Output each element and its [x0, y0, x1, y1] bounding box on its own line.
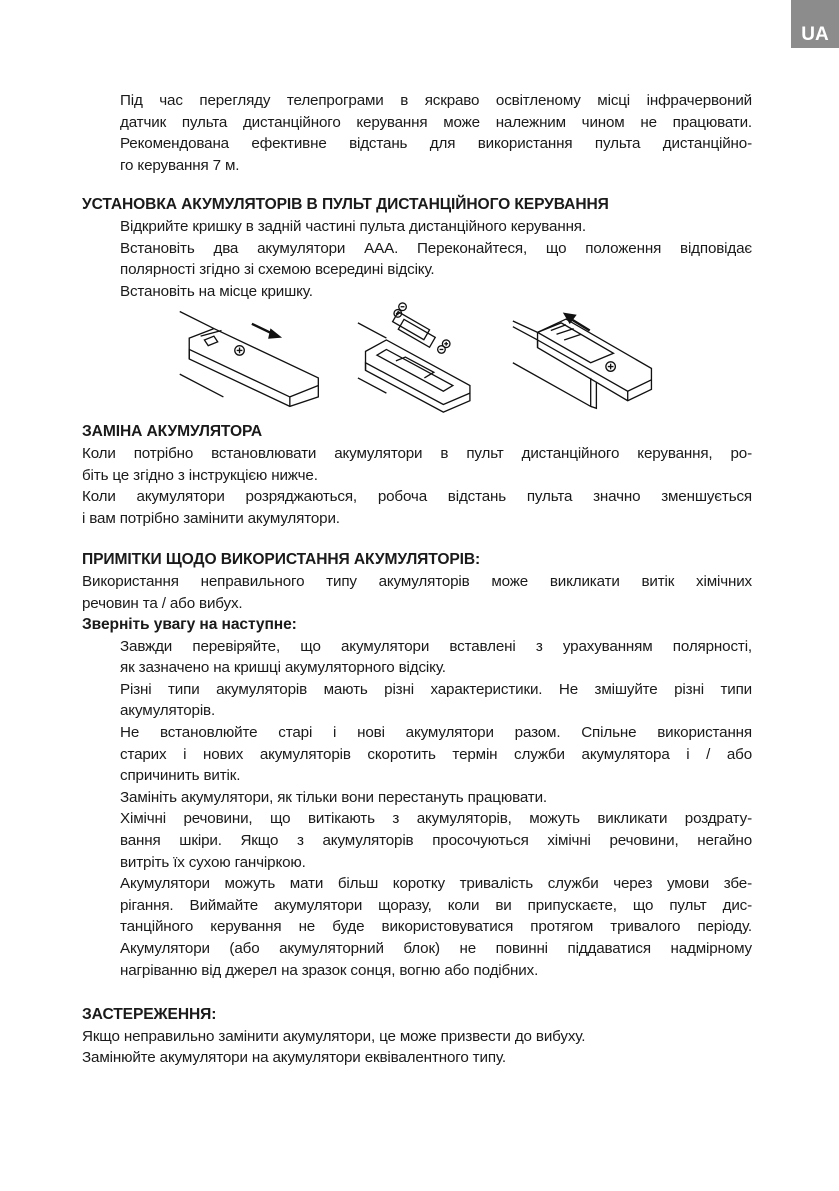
text-line: Замініть акумулятори, як тільки вони перестануть працювати.: [120, 788, 547, 806]
notes-items: [120, 636, 752, 982]
text-line: датчик пульта дистанційного керування може належним чином не працювати.: [120, 113, 752, 131]
remote-cover-removed-illustration: [172, 302, 327, 414]
intro-paragraph: [120, 90, 752, 176]
text-line: Рекомендована ефективне відстань для використання пульта дистанційно-: [120, 135, 752, 153]
install-heading: УСТАНОВКА АКУМУЛЯТОРІВ В ПУЛЬТ ДИСТАНЦІЙНОГО КЕРУВАННЯ: [82, 196, 609, 214]
text-line: старих і нових акумуляторів скоротить термін служби акумулятора і / або: [120, 745, 752, 763]
text-line: Замінюйте акумулятори на акумулятори еквівалентного типу.: [82, 1049, 506, 1067]
text-line: нагріванню від джерел на зразок сонця, вогню або подібних.: [120, 961, 539, 979]
text-line: полярності згідно зі схемою всередині відсіку.: [120, 261, 435, 279]
install-steps: [120, 216, 752, 302]
text-line: речовин та / або вибух.: [82, 594, 243, 612]
text-line: Не встановлюйте старі і нові акумулятори разом. Спільне використання: [120, 724, 752, 742]
text-line: біть це згідно з інструкцією нижче.: [82, 466, 318, 484]
notes-paragraph: [82, 571, 752, 614]
text-line: Завжди перевіряйте, що акумулятори вставлені з урахуванням полярності,: [120, 637, 752, 655]
replace-heading: ЗАМІНА АКУМУЛЯТОРА: [82, 423, 263, 441]
battery-installation-figures: [0, 302, 839, 414]
remote-cover-closed-illustration: [505, 302, 665, 414]
text-line: Коли акумулятори розряджаються, робоча відстань пульта значно зменшується: [82, 488, 752, 506]
remote-battery-insert-illustration: [345, 302, 480, 414]
text-line: акумуляторів.: [120, 702, 216, 720]
language-badge: UA: [791, 0, 839, 48]
text-line: танційного керування не буде використовуватися протягом тривалого періоду.: [120, 918, 752, 936]
text-line: Встановіть два акумулятори ААА. Переконайтеся, що положення відповідає: [120, 239, 752, 257]
text-line: Коли потрібно встановлювати акумулятори в пульт дистанційного керування, ро-: [82, 444, 752, 462]
notes-heading: ПРИМІТКИ ЩОДО ВИКОРИСТАННЯ АКУМУЛЯТОРІВ:: [82, 551, 481, 569]
text-line: Хімічні речовини, що витікають з акумуляторів, можуть викликати роздрату-: [120, 810, 752, 828]
text-line: Акумулятори (або акумуляторний блок) не повинні піддаватися надмірному: [120, 940, 752, 957]
warning-paragraph: [82, 1026, 752, 1069]
text-line: і вам потрібно замінити акумулятори.: [82, 509, 340, 527]
attention-subheading: Зверніть увагу на наступне:: [82, 616, 297, 634]
text-line: Встановіть на місце кришку.: [120, 282, 313, 300]
text-line: го керування 7 м.: [120, 156, 240, 174]
text-line: Акумулятори можуть мати більш коротку тривалість служби через умови збе-: [120, 875, 752, 893]
text-line: Відкрийте кришку в задній частині пульта дистанційного керування.: [120, 217, 586, 235]
text-line: Різні типи акумуляторів мають різні характеристики. Не змішуйте різні типи: [120, 680, 752, 698]
text-line: витріть їх сухою ганчіркою.: [120, 853, 306, 871]
warning-heading: ЗАСТЕРЕЖЕННЯ:: [82, 1006, 217, 1024]
text-line: Якщо неправильно замінити акумулятори, це може призвести до вибуху.: [82, 1027, 586, 1045]
text-line: Використання неправильного типу акумуляторів може викликати витік хімічних: [82, 572, 752, 590]
text-line: вання шкіри. Якщо з акумуляторів просочуються хімічні речовини, негайно: [120, 832, 752, 850]
text-line: спричинить витік.: [120, 767, 241, 785]
text-line: Під час перегляду телепрограми в яскраво освітленому місці інфрачервоний: [120, 92, 752, 109]
text-line: рігання. Виймайте акумулятори щоразу, коли ви припускаєте, що пульт дис-: [120, 896, 752, 914]
replace-paragraph: [82, 443, 752, 529]
page-content: [0, 90, 839, 1069]
text-line: як зазначено на кришці акумуляторного відсіку.: [120, 659, 446, 677]
